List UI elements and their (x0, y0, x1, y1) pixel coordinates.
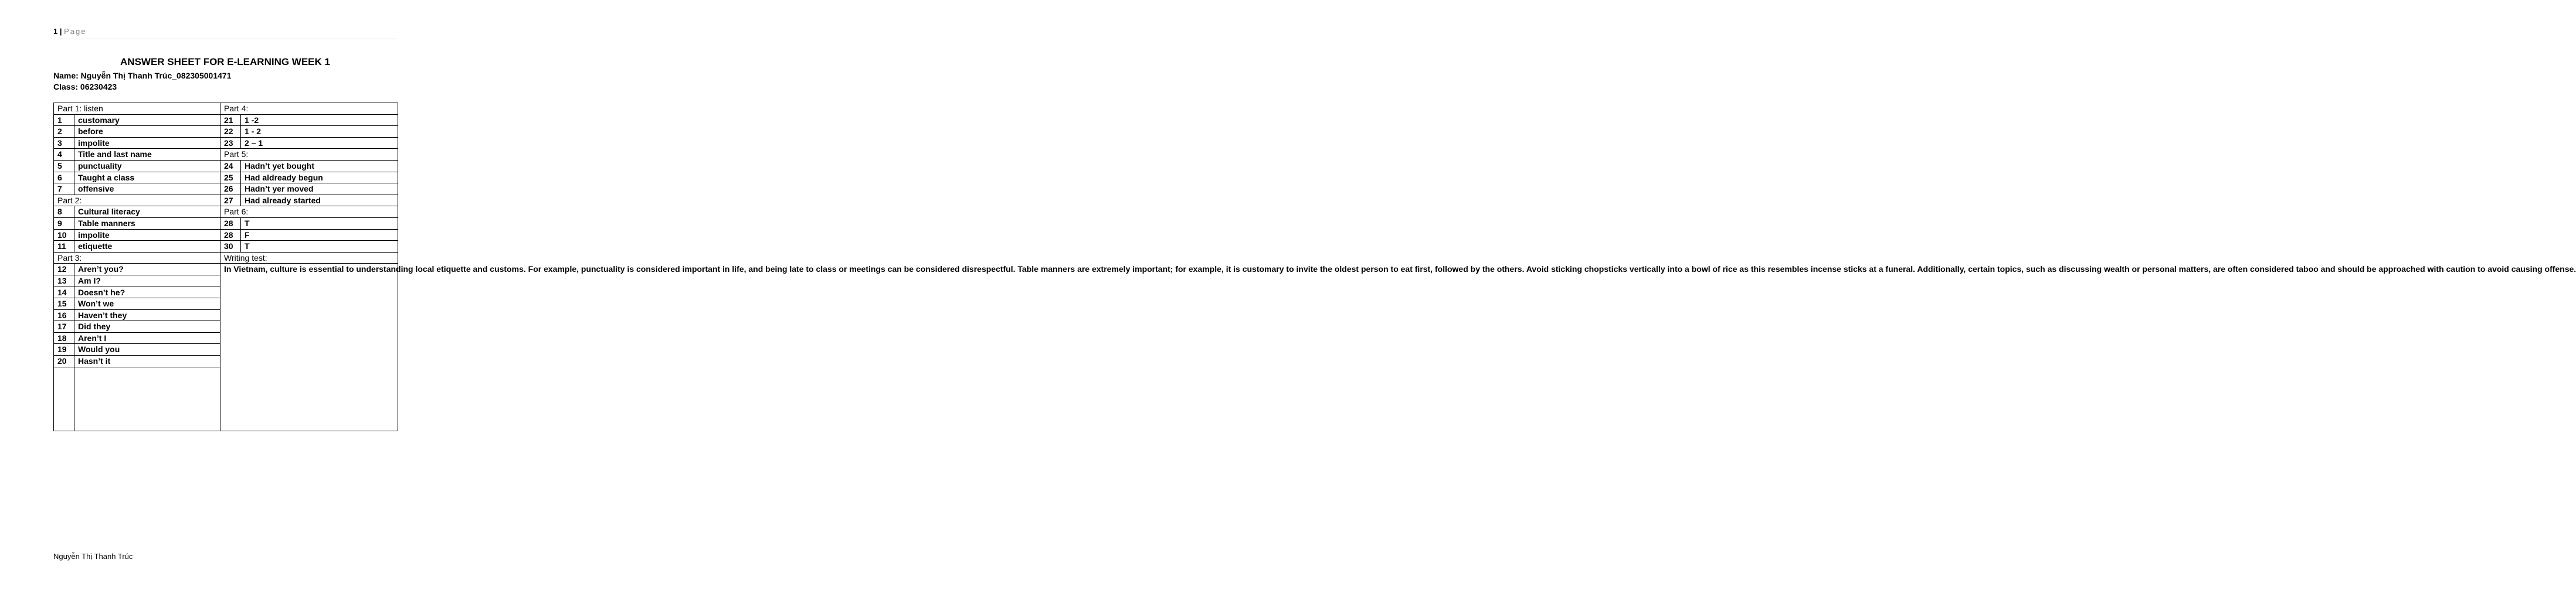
question-number: 28 (220, 217, 241, 229)
table-row (54, 137, 398, 149)
page-footer: Nguyễn Thị Thanh Trúc (53, 552, 133, 561)
empty-cell (74, 367, 220, 431)
table-row (54, 195, 398, 206)
answer-cell: etiquette (74, 241, 220, 253)
answer-cell: Had already started (241, 195, 398, 206)
answer-cell: Won’t we (74, 298, 220, 310)
answer-cell: 2 – 1 (241, 137, 398, 149)
answer-cell: Hadn’t yet bought (241, 160, 398, 172)
question-number: 11 (54, 241, 74, 253)
answer-cell: Table manners (74, 217, 220, 229)
page-separator: | (59, 27, 62, 36)
table-row (54, 149, 398, 161)
question-number: 8 (54, 206, 74, 218)
student-class: Class: 06230423 (53, 82, 117, 91)
question-number: 17 (54, 321, 74, 333)
question-number: 12 (54, 264, 74, 275)
question-number: 10 (54, 229, 74, 241)
document-title: ANSWER SHEET FOR E-LEARNING WEEK 1 (120, 56, 330, 67)
answer-cell: Hasn’t it (74, 356, 220, 367)
answer-cell: Did they (74, 321, 220, 333)
answer-cell: Haven’t they (74, 309, 220, 321)
answer-cell: Aren’t you? (74, 264, 220, 275)
answer-cell: Hadn’t yer moved (241, 183, 398, 195)
empty-cell (54, 367, 74, 431)
table-row (54, 229, 398, 241)
answer-cell: 1 -2 (241, 114, 398, 126)
table-row (54, 264, 398, 275)
question-number: 2 (54, 126, 74, 138)
answer-cell: Am I? (74, 275, 220, 287)
part5-heading: Part 5: (220, 149, 398, 161)
question-number: 28 (220, 229, 241, 241)
question-number: 15 (54, 298, 74, 310)
answer-cell: punctuality (74, 160, 220, 172)
question-number: 13 (54, 275, 74, 287)
question-number: 9 (54, 217, 74, 229)
answer-cell: Had aldready begun (241, 172, 398, 183)
question-number: 21 (220, 114, 241, 126)
writing-answer: In Vietnam, culture is essential to understanding local etiquette and customs. For example, punctuality is considered important in life, and being late to class or meetings can be considered disrespectful. Table manners are extremely important; for example, it is customary to invite the oldest person to eat first, followed by the others. Avoid sticking chopsticks vertically into a bowl of rice as this resembles incense sticks at a funeral. Additionally, certain topics, such as discussing wealth or personal matters, are often considered taboo and should be approached with caution to avoid causing offense. (220, 264, 398, 431)
answer-cell: customary (74, 114, 220, 126)
question-number: 4 (54, 149, 74, 161)
question-number: 23 (220, 137, 241, 149)
question-number: 6 (54, 172, 74, 183)
question-number: 26 (220, 183, 241, 195)
part2-heading: Part 2: (54, 195, 220, 206)
writing-heading: Writing test: (220, 252, 398, 264)
question-number: 25 (220, 172, 241, 183)
answer-cell: Cultural literacy (74, 206, 220, 218)
answer-table (53, 103, 2576, 431)
page-header (53, 27, 398, 39)
part4-heading: Part 4: (220, 103, 398, 115)
question-number: 18 (54, 332, 74, 344)
table-row (54, 126, 398, 138)
question-number: 3 (54, 137, 74, 149)
table-row (54, 183, 398, 195)
answer-cell: Doesn’t he? (74, 287, 220, 298)
answer-cell: before (74, 126, 220, 138)
page-number: 1 (53, 27, 58, 36)
answer-cell: Aren’t I (74, 332, 220, 344)
table-row (54, 252, 398, 264)
answer-cell: impolite (74, 137, 220, 149)
table-row (54, 241, 398, 253)
answer-cell: 1 - 2 (241, 126, 398, 138)
page-label: Page (64, 27, 87, 36)
question-number: 27 (220, 195, 241, 206)
answer-cell: Taught a class (74, 172, 220, 183)
table-row (54, 103, 398, 115)
question-number: 14 (54, 287, 74, 298)
question-number: 24 (220, 160, 241, 172)
table-row (54, 160, 398, 172)
table-row (54, 114, 398, 126)
part1-heading: Part 1: listen (54, 103, 220, 115)
question-number: 20 (54, 356, 74, 367)
question-number: 5 (54, 160, 74, 172)
table-row (54, 172, 398, 183)
question-number: 1 (54, 114, 74, 126)
answer-cell: Would you (74, 344, 220, 356)
question-number: 16 (54, 309, 74, 321)
question-number: 19 (54, 344, 74, 356)
table-row (54, 217, 398, 229)
question-number: 7 (54, 183, 74, 195)
answer-cell: T (241, 217, 398, 229)
answer-cell: Title and last name (74, 149, 220, 161)
question-number: 22 (220, 126, 241, 138)
question-number: 30 (220, 241, 241, 253)
table-row (54, 206, 398, 218)
answer-cell: offensive (74, 183, 220, 195)
answer-cell: T (241, 241, 398, 253)
part3-heading: Part 3: (54, 252, 220, 264)
answer-cell: F (241, 229, 398, 241)
answer-cell: impolite (74, 229, 220, 241)
part6-heading: Part 6: (220, 206, 398, 218)
student-name: Name: Nguyễn Thị Thanh Trúc_082305001471 (53, 71, 232, 80)
